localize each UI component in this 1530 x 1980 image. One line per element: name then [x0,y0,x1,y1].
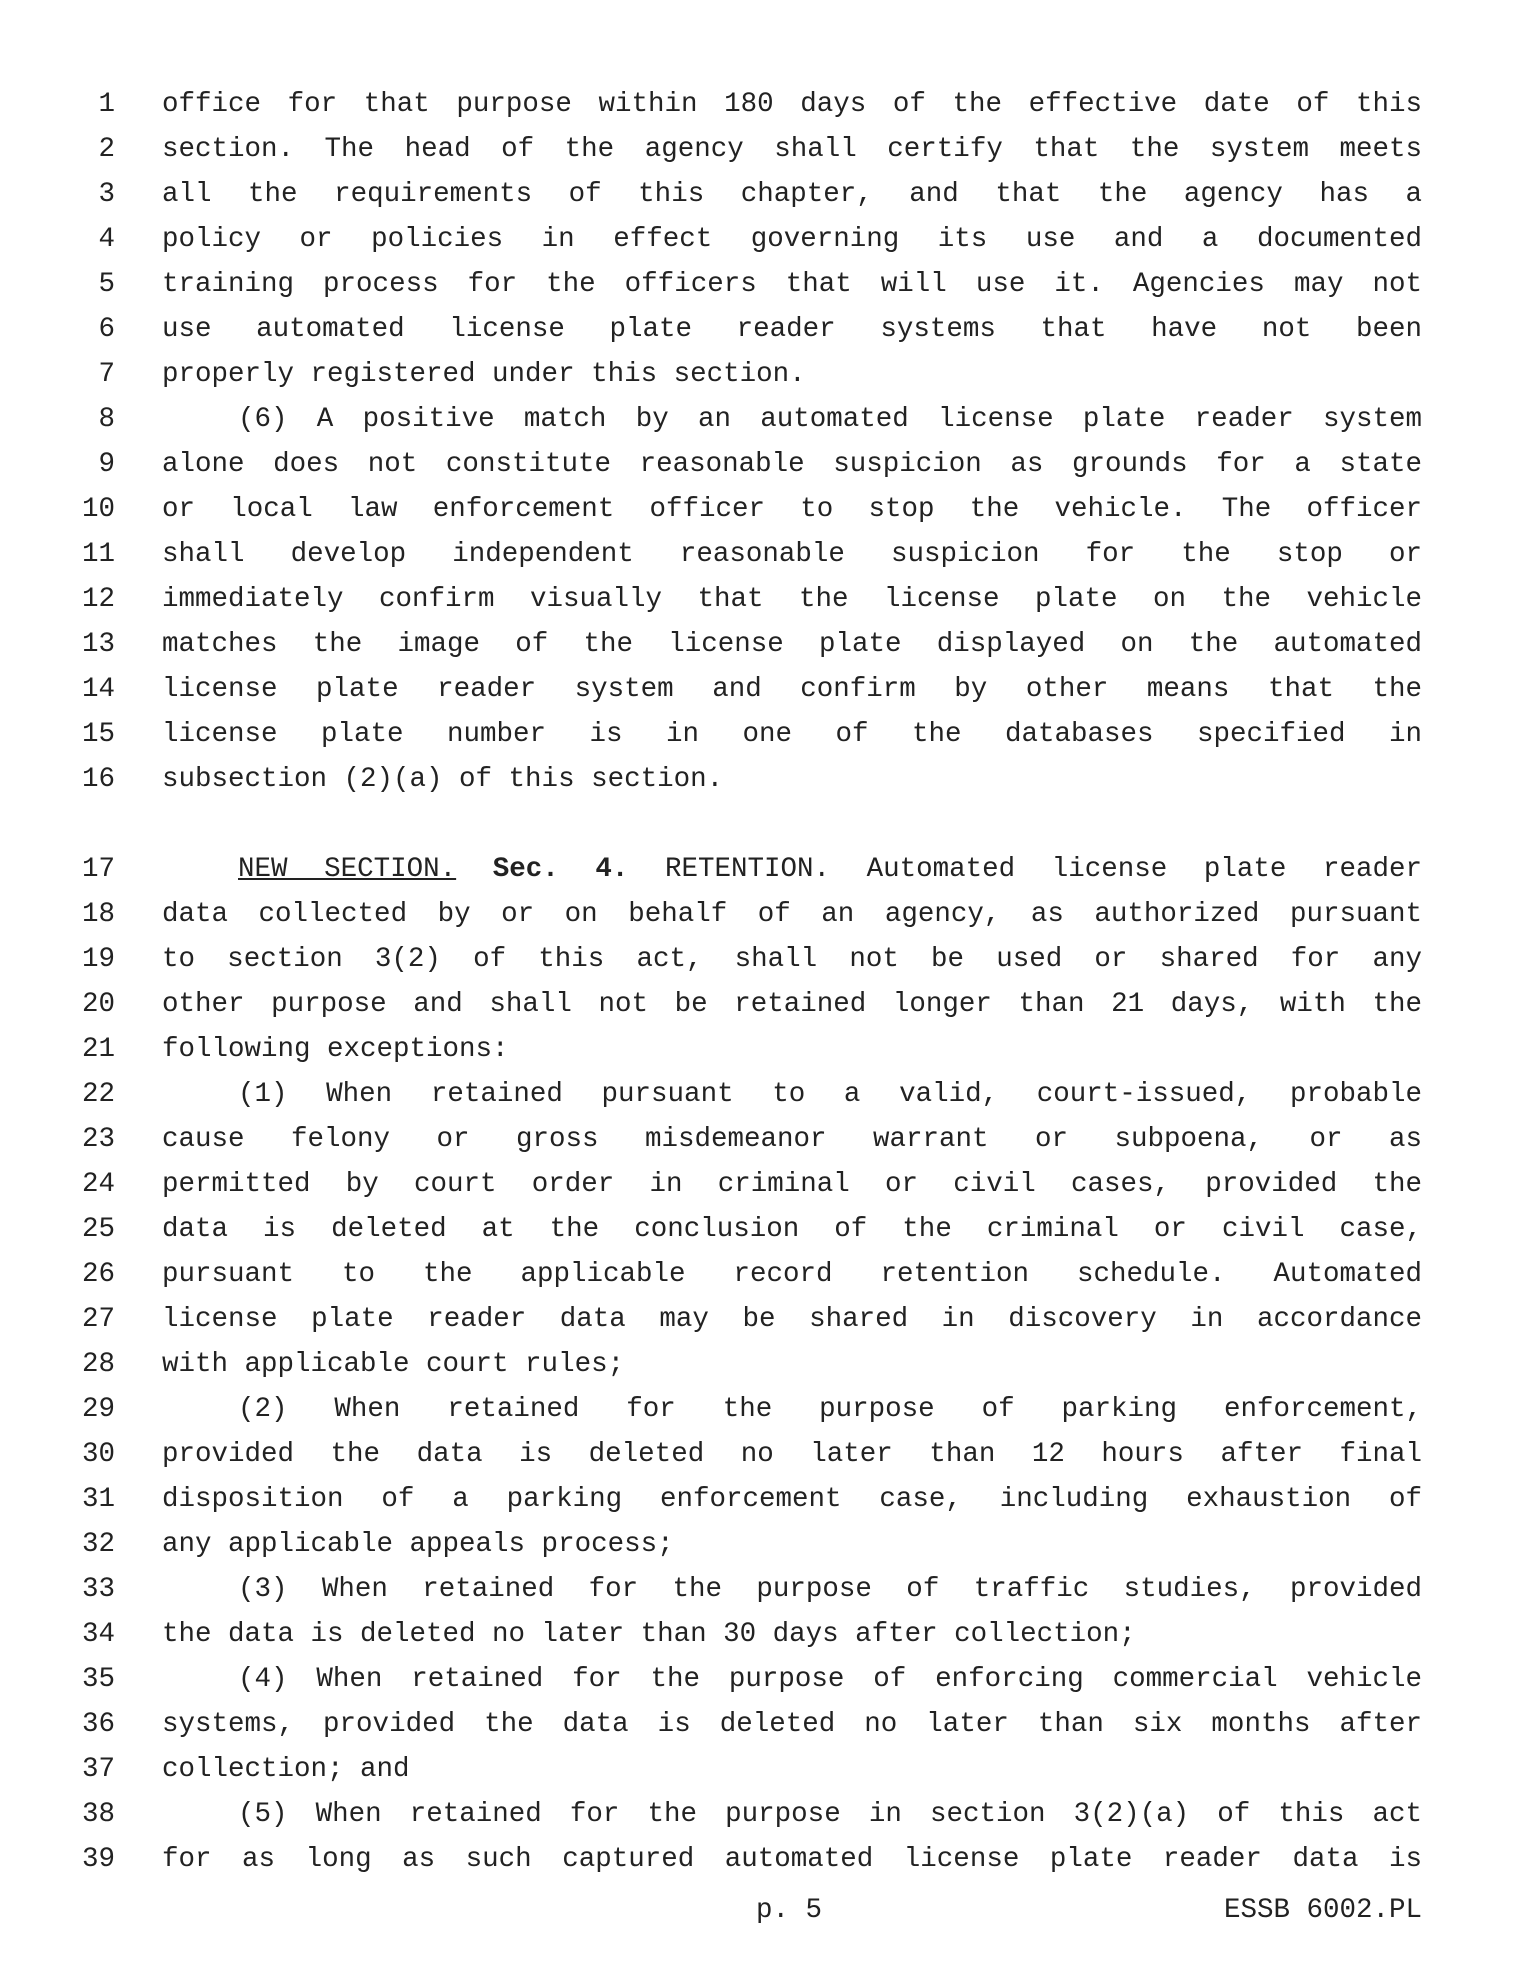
line-number: 29 [81,1394,115,1425]
text-line [0,1747,1530,1792]
line-number: 24 [81,1169,115,1200]
line-text: disposition of a parking enforcement case, including exhaustion of [162,1484,1422,1515]
new-section-label: NEW SECTION. [238,854,457,885]
text-line [0,1027,1530,1072]
line-number: 21 [81,1034,115,1065]
line-text: license plate reader data may be shared in discovery in accordance [162,1304,1422,1335]
text-line [0,82,1530,127]
line-number: 15 [81,719,115,750]
line-text: (1) When retained pursuant to a valid, court-issued, probable [238,1079,1422,1110]
line-text: collection; and [162,1754,410,1785]
section-number: Sec. 4. [492,854,629,885]
text-line [0,892,1530,937]
text-line [0,1702,1530,1747]
text-line [0,352,1530,397]
line-number: 13 [81,629,115,660]
text-line [0,307,1530,352]
line-text: matches the image of the license plate displayed on the automated [162,629,1422,660]
text-line [0,1117,1530,1162]
line-text: provided the data is deleted no later than 12 hours after final [162,1439,1422,1470]
line-number: 26 [81,1259,115,1290]
text-line [0,1522,1530,1567]
text-line [0,532,1530,577]
line-text: office for that purpose within 180 days of the effective date of this [162,89,1422,120]
line-text: license plate number is in one of the databases specified in [162,719,1422,750]
line-text: immediately confirm visually that the license plate on the vehicle [162,584,1422,615]
line-number: 25 [81,1214,115,1245]
line-text: subsection (2)(a) of this section. [162,764,724,795]
line-number: 7 [98,359,115,390]
text-line [0,1207,1530,1252]
text-line [0,127,1530,172]
line-number: 3 [98,179,115,210]
line-number: 12 [81,584,115,615]
line-text: pursuant to the applicable record retention schedule. Automated [162,1259,1422,1290]
line-number: 10 [81,494,115,525]
text-line [0,1657,1530,1702]
text-line [0,757,1530,802]
line-text: shall develop independent reasonable suspicion for the stop or [162,539,1422,570]
line-text: policy or policies in effect governing its use and a documented [162,224,1422,255]
line-text: the data is deleted no later than 30 days after collection; [162,1619,1136,1650]
line-number: 33 [81,1574,115,1605]
text-line [0,1432,1530,1477]
line-text: data collected by or on behalf of an agency, as authorized pursuant [162,899,1422,930]
line-text: or local law enforcement officer to stop the vehicle. The officer [162,494,1422,525]
line-number: 11 [81,539,115,570]
line-number: 2 [98,134,115,165]
text-line [0,1837,1530,1882]
text-line [0,712,1530,757]
text-line [0,667,1530,712]
line-number: 32 [81,1529,115,1560]
line-text: (2) When retained for the purpose of parking enforcement, [238,1394,1422,1425]
line-number: 17 [81,854,115,885]
text-line [0,1297,1530,1342]
text-line [0,1072,1530,1117]
line-text: all the requirements of this chapter, and that the agency has a [162,179,1422,210]
text-line [0,1612,1530,1657]
line-text: use automated license plate reader systems that have not been [162,314,1422,345]
line-text: (3) When retained for the purpose of traffic studies, provided [238,1574,1422,1605]
section-heading [238,847,1422,892]
page-number: p. 5 [756,1895,823,1926]
line-text: permitted by court order in criminal or civil cases, provided the [162,1169,1422,1200]
text-line [0,487,1530,532]
line-number: 35 [81,1664,115,1695]
section-heading-line [0,847,1530,892]
line-text: cause felony or gross misdemeanor warrant or subpoena, or as [162,1124,1422,1155]
line-number: 28 [81,1349,115,1380]
line-text: any applicable appeals process; [162,1529,674,1560]
text-line [0,262,1530,307]
line-number: 4 [98,224,115,255]
line-text: license plate reader system and confirm by other means that the [162,674,1422,705]
text-line [0,397,1530,442]
page-footer [0,1888,1530,1933]
line-text: (4) When retained for the purpose of enforcing commercial vehicle [238,1664,1422,1695]
line-number: 6 [98,314,115,345]
line-number: 1 [98,89,115,120]
text-line [0,1567,1530,1612]
line-number: 27 [81,1304,115,1335]
line-number: 14 [81,674,115,705]
line-number: 23 [81,1124,115,1155]
line-number: 9 [98,449,115,480]
text-line [0,1387,1530,1432]
line-text: section. The head of the agency shall certify that the system meets [162,134,1422,165]
text-line [0,622,1530,667]
line-number: 18 [81,899,115,930]
text-line [0,577,1530,622]
text-line [0,1162,1530,1207]
text-line [0,937,1530,982]
document-id: ESSB 6002.PL [1223,1895,1422,1926]
line-number: 22 [81,1079,115,1110]
line-text: (6) A positive match by an automated license plate reader system [238,404,1422,435]
line-text: alone does not constitute reasonable suspicion as grounds for a state [162,449,1422,480]
line-text: to section 3(2) of this act, shall not be used or shared for any [162,944,1422,975]
text-line [0,982,1530,1027]
line-text: following exceptions: [162,1034,509,1065]
line-number: 38 [81,1799,115,1830]
text-line [0,217,1530,262]
text-line [0,1477,1530,1522]
line-number: 16 [81,764,115,795]
line-text: (5) When retained for the purpose in section 3(2)(a) of this act [238,1799,1422,1830]
line-number: 34 [81,1619,115,1650]
text-line [0,172,1530,217]
line-text: for as long as such captured automated license plate reader data is [162,1844,1422,1875]
line-number: 39 [81,1844,115,1875]
line-text: properly registered under this section. [162,359,806,390]
line-number: 31 [81,1484,115,1515]
text-line [0,1342,1530,1387]
line-number: 8 [98,404,115,435]
text-line [0,1252,1530,1297]
line-text: data is deleted at the conclusion of the criminal or civil case, [162,1214,1422,1245]
line-number: 30 [81,1439,115,1470]
line-number: 20 [81,989,115,1020]
line-text: with applicable court rules; [162,1349,625,1380]
line-text: other purpose and shall not be retained longer than 21 days, with the [162,989,1422,1020]
line-number: 5 [98,269,115,300]
line-text: systems, provided the data is deleted no later than six months after [162,1709,1422,1740]
line-text: RETENTION. Automated license plate reader [664,854,1422,885]
line-number: 36 [81,1709,115,1740]
line-text: training process for the officers that will use it. Agencies may not [162,269,1422,300]
text-line [0,1792,1530,1837]
line-number: 37 [81,1754,115,1785]
line-number: 19 [81,944,115,975]
text-line [0,442,1530,487]
